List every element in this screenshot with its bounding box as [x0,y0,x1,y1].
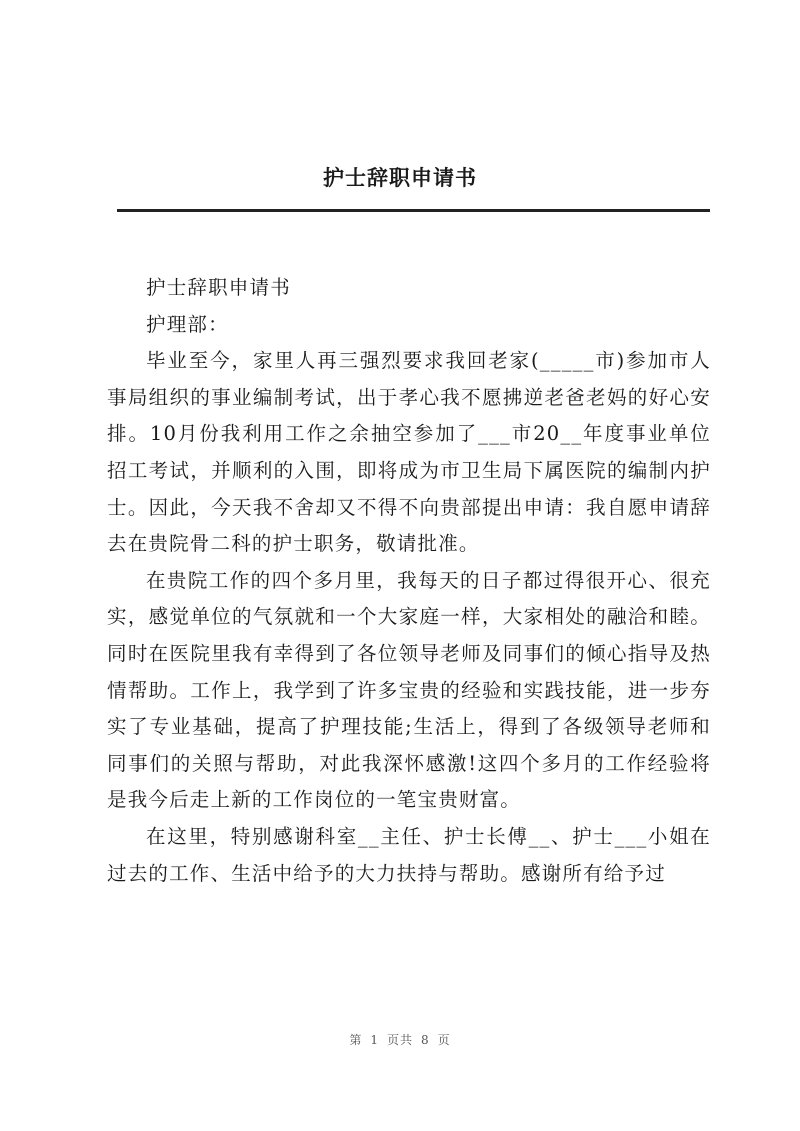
page-label-middle: 页共 [386,1033,413,1047]
document-body [107,270,711,892]
document-title: 护士辞职申请书 [323,165,477,190]
body-paragraph-heading: 护士辞职申请书 [146,276,291,299]
body-paragraph: 在贵院工作的四个多月里，我每天的日子都过得很开心、很充实，感觉单位的气氛就和一个大家庭一样，大家相处的融洽和睦。同时在医院里我有幸得到了各位领导老师及同事们的倾心指导及热情帮助。工作上，我学到了许多宝贵的经验和实践技能，进一步夯实了专业基础，提高了护理技能;生活上，得到了各级领导老师和同事们的关照与帮助，对此我深怀感激!这四个多月的工作经验将是我今后走上新的工作岗位的一笔宝贵财富。 [107,568,711,812]
body-paragraph-salutation: 护理部： [146,312,229,336]
page-label-suffix: 页 [437,1033,451,1047]
body-paragraph: 毕业至今，家里人再三强烈要求我回老家(_____市)参加市人事局组织的事业编制考试，出于孝心我不愿拂逆老爸老妈的好心安排。10月份我利用工作之余抽空参加了___市20__年度事业单位招工考试，并顺利的入围，即将成为市卫生局下属医院的编制内护士。因此，今天我不舍却又不得不向贵部提出申请：我自愿申请辞去在贵院骨二科的护士职务，敬请批准。 [107,349,711,556]
body-paragraph: 在这里，特别感谢科室__主任、护士长傅__、护士___小姐在过去的工作、生活中给予的大力扶持与帮助。感谢所有给予过 [107,824,711,885]
page-label-prefix: 第 [349,1033,363,1047]
title-divider [117,209,710,212]
total-pages-number: 8 [421,1033,430,1047]
page-footer [0,1031,800,1048]
current-page-number: 1 [370,1033,379,1047]
